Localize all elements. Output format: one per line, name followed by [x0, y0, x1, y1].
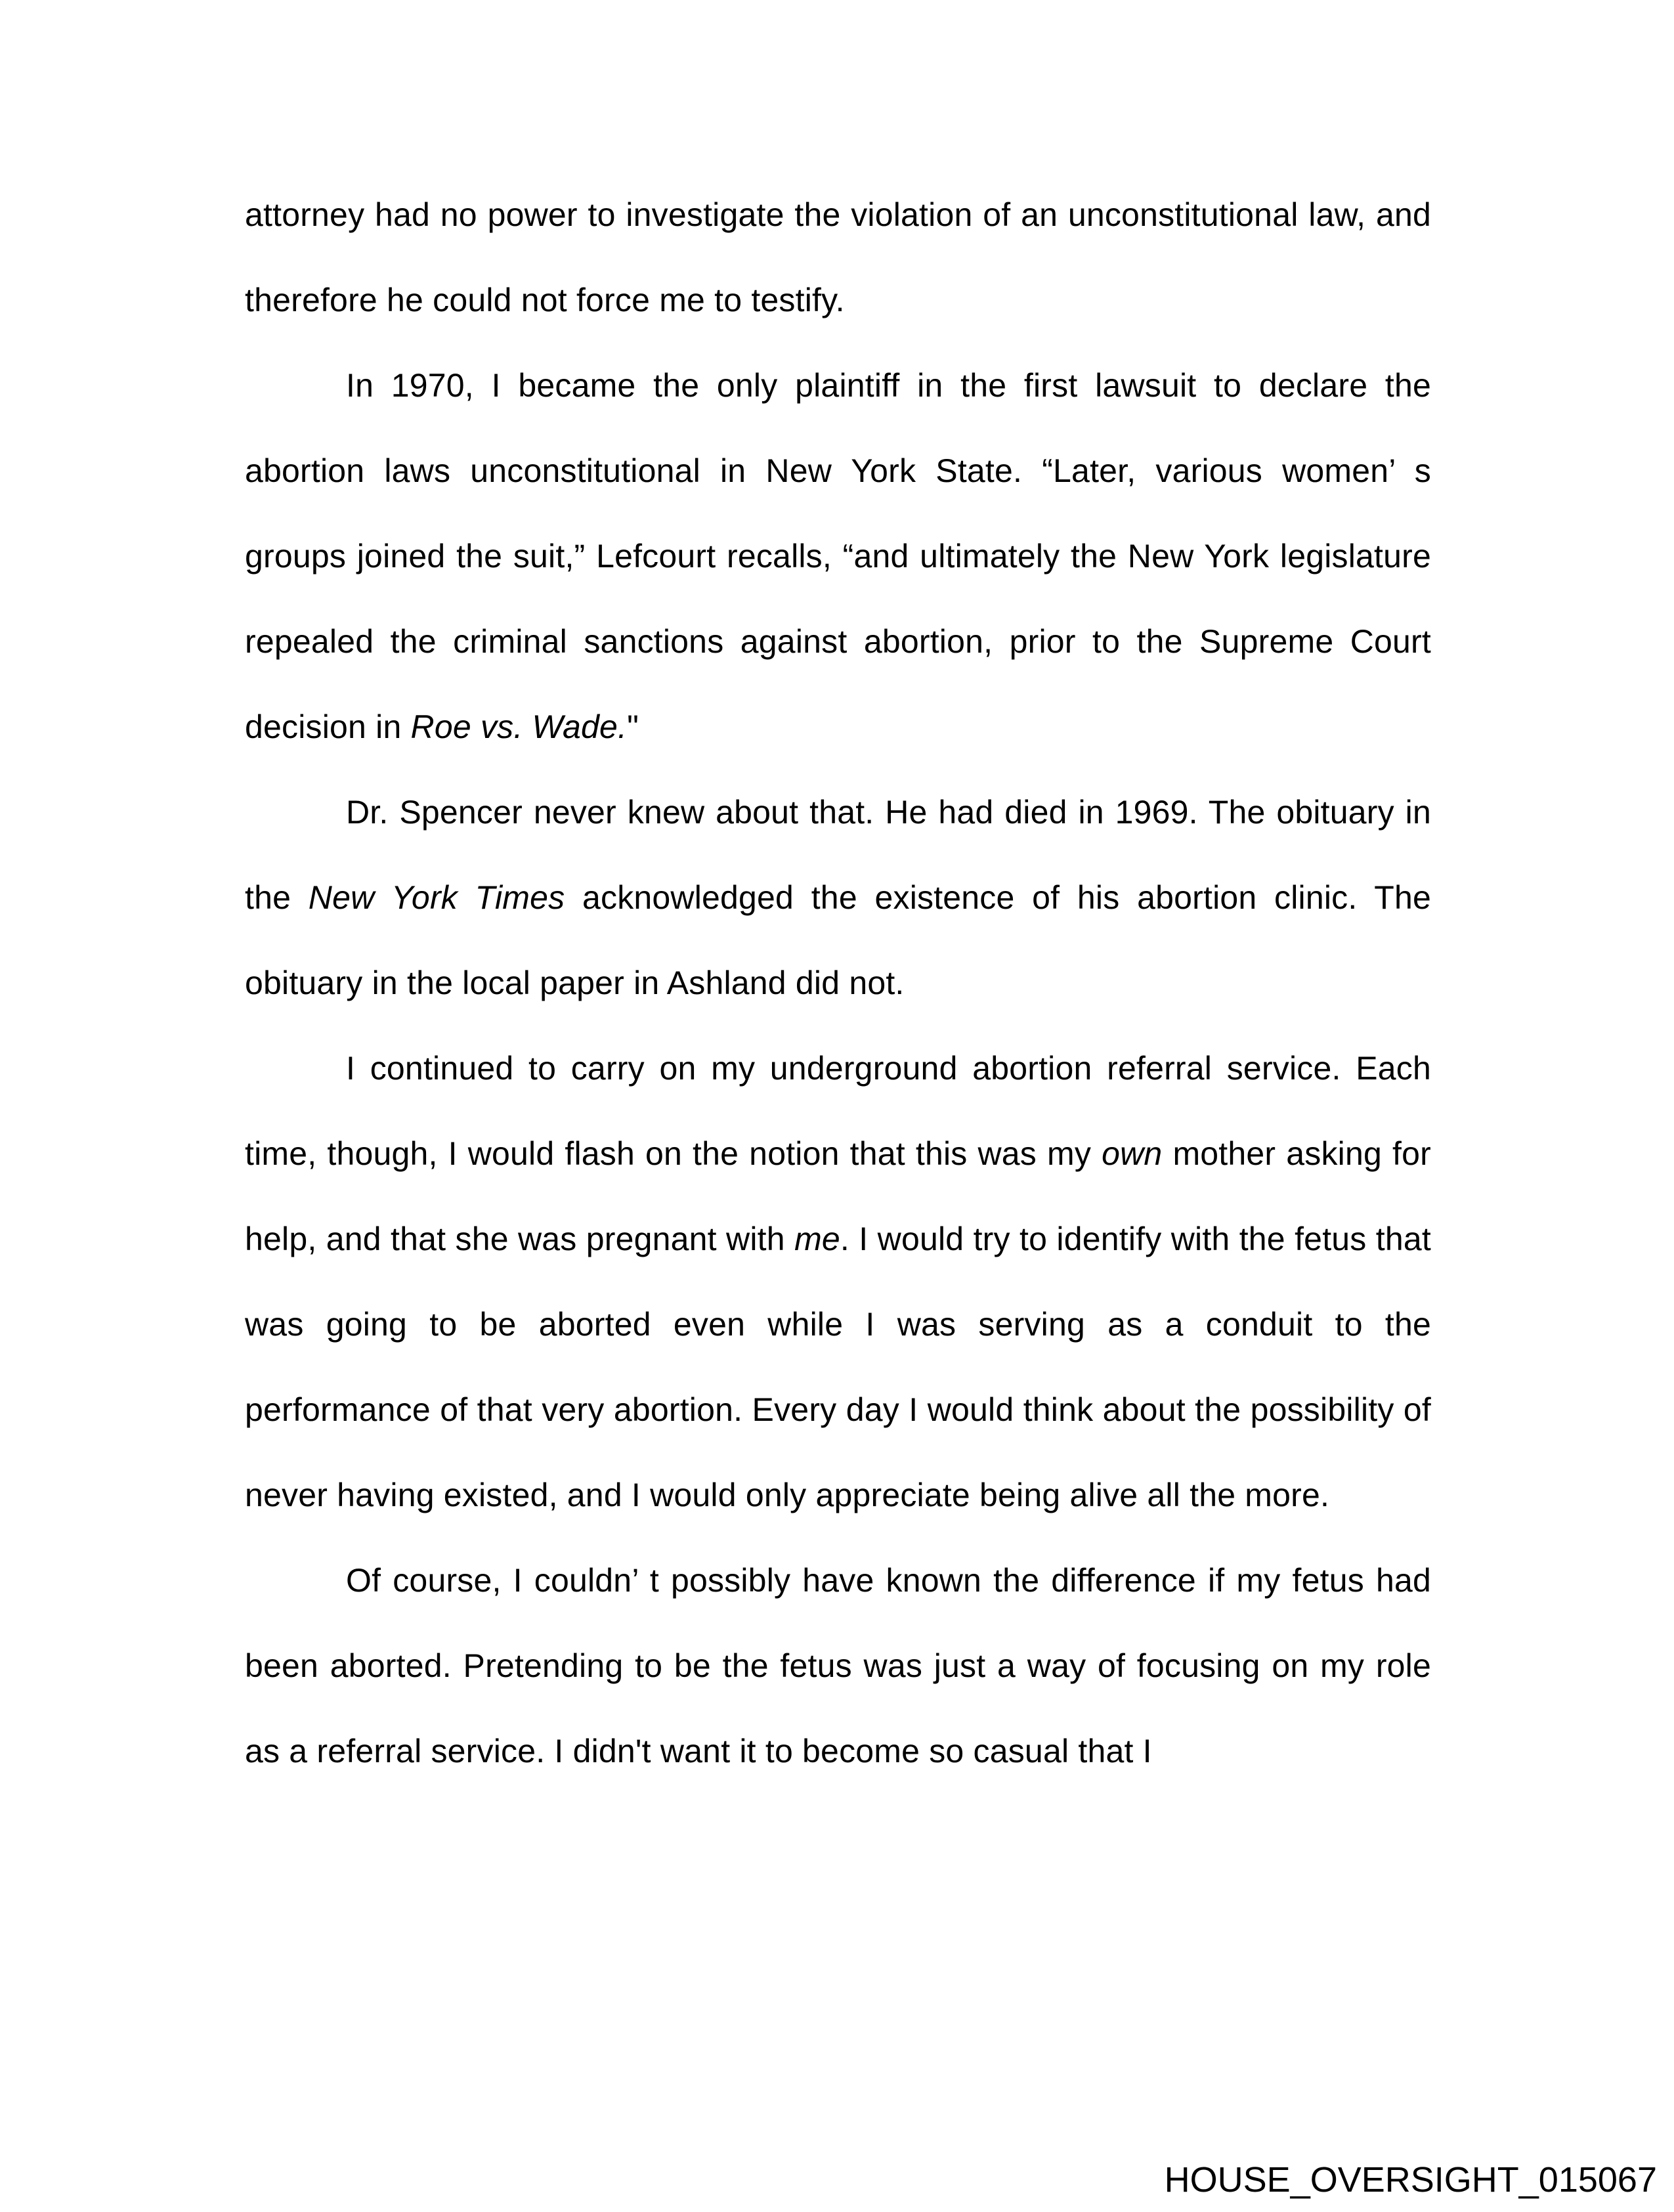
text-segment-italic: me [794, 1221, 840, 1257]
text-segment: " [627, 708, 639, 745]
text-segment: In 1970, I became the only plaintiff in the first lawsuit to declare the abortion laws unconstitutional in New York State. “Later, various women’ s groups joined the suit,” Lefcourt recalls, “and ultimately the New York legislature repealed the criminal sanctions against abortion, prior to the Supreme Court decision in [245, 367, 1431, 745]
text-segment: mother asking for help, and that she was pregnant with [245, 1135, 1431, 1257]
text-segment: Of course, I couldn’ t possibly have known the difference if my fetus had been aborted. Pretending to be the fetus was just a way of focusing on my role as a referral service. I didn't want it to become so casual that I [245, 1562, 1431, 1769]
text-segment-italic: own [1102, 1135, 1163, 1172]
text-segment-italic: Roe vs. Wade. [410, 708, 628, 745]
text-segment-italic: New York Times [308, 879, 565, 916]
text-segment: I continued to carry on my underground abortion referral service. Each time, though, I would flash on the notion that this was my [245, 1050, 1431, 1172]
paragraph [245, 343, 1431, 770]
paragraph [245, 172, 1431, 343]
text-segment: . I would try to identify with the fetus that was going to be aborted even while I was serving as a conduit to the performance of that very abortion. Every day I would think about the possibility of never having existed, and I would only appreciate being alive all the more. [245, 1221, 1431, 1513]
bates-number: HOUSE_OVERSIGHT_015067 [1164, 2160, 1657, 2200]
paragraph [245, 1538, 1431, 1794]
text-segment: Dr. Spencer never knew about that. He had died in 1969. The obituary in the [245, 794, 1431, 916]
paragraph [245, 1026, 1431, 1538]
text-segment: attorney had no power to investigate the violation of an unconstitutional law, and therefore he could not force me to testify. [245, 196, 1431, 318]
paragraph [245, 770, 1431, 1026]
body-text [245, 172, 1431, 1794]
text-segment: acknowledged the existence of his abortion clinic. The obituary in the local paper in Ashland did not. [245, 879, 1431, 1001]
